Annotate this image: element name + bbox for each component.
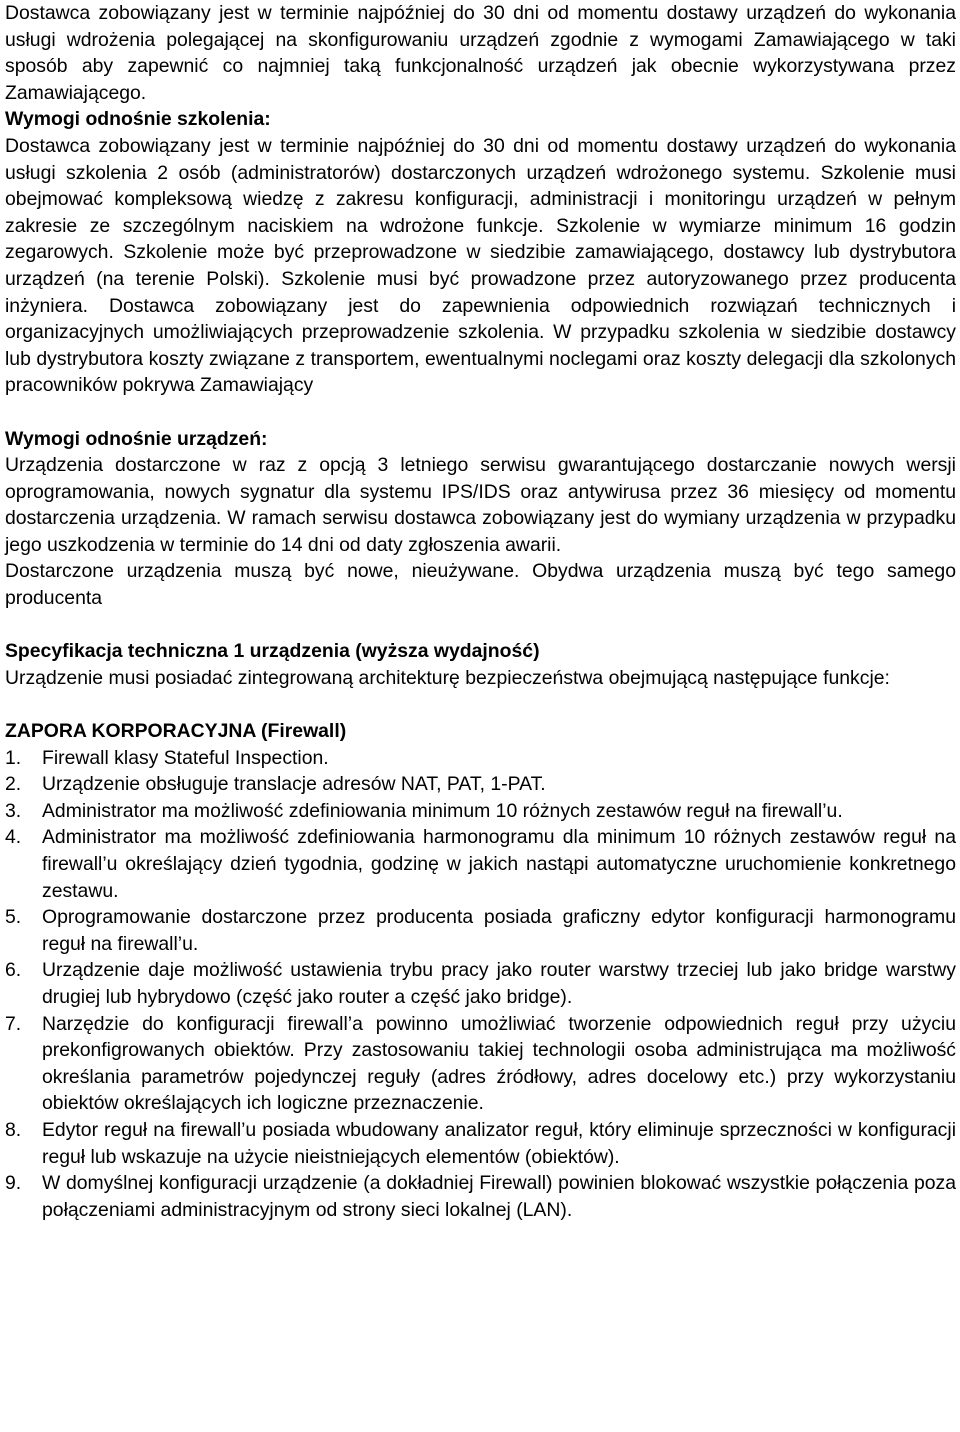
devices-paragraph-1: Urządzenia dostarczone w raz z opcją 3 letniego serwisu gwarantującego dostarczanie nowych wersji oprogramowania, nowych sygnatur dla systemu IPS/IDS oraz antywirusa przez 36 miesięcy od momentu dostarczenia urządzenia. W ramach serwisu dostawca zobowiązany jest do wymiany urządzenia w przypadku jego uszkodzenia w terminie do 14 dni od daty zgłoszenia awarii. bbox=[5, 454, 956, 556]
spacer bbox=[5, 691, 956, 718]
list-item bbox=[5, 824, 956, 904]
devices-heading: Wymogi odnośnie urządzeń: bbox=[5, 427, 268, 450]
list-item-number: 4. bbox=[5, 826, 22, 849]
list-item-text: Administrator ma możliwość zdefiniowania minimum 10 różnych zestawów reguł na firewall’u. bbox=[42, 799, 843, 822]
training-heading: Wymogi odnośnie szkolenia: bbox=[5, 108, 271, 131]
list-item-text: Urządzenie obsługuje translacje adresów NAT, PAT, 1-PAT. bbox=[42, 773, 546, 796]
list-item bbox=[5, 957, 956, 1010]
list-item bbox=[5, 745, 956, 772]
firewall-heading: ZAPORA KORPORACYJNA (Firewall) bbox=[5, 720, 347, 743]
list-item-number: 8. bbox=[5, 1118, 22, 1141]
list-item-number: 7. bbox=[5, 1012, 22, 1035]
list-item-text: Narzędzie do konfiguracji firewall’a powinno umożliwiać tworzenie odpowiednich reguł przy użyciu prekonfigrowanych obiektów. Przy zastosowaniu takiej technologii osoba administrująca ma możliwość określania parametrów pojedynczej reguły (adres źródłowy, adres docelowy etc.) przy wykorzystaniu obiektów określających ich logiczne przeznaczenie. bbox=[42, 1012, 956, 1115]
devices-paragraph-2: Dostarczone urządzenia muszą być nowe, nieużywane. Obydwa urządzenia muszą być tego samego producenta bbox=[5, 560, 956, 610]
list-item-text: Firewall klasy Stateful Inspection. bbox=[42, 746, 329, 769]
spacer bbox=[5, 612, 956, 639]
list-item-text: Administrator ma możliwość zdefiniowania harmonogramu dla minimum 10 różnych zestawów reguł na firewall’u określający dzień tygodnia, godzinę w jakich nastąpi automatyczne uruchomienie konkretnego zestawu. bbox=[42, 826, 956, 902]
list-item-number: 9. bbox=[5, 1172, 22, 1195]
list-item bbox=[5, 1117, 956, 1170]
list-item bbox=[5, 798, 956, 825]
list-item bbox=[5, 1011, 956, 1117]
list-item bbox=[5, 771, 956, 798]
list-item-text: Edytor reguł na firewall’u posiada wbudowany analizator reguł, który eliminuje sprzeczności w konfiguracji reguł lub wskazuje na użycie nieistniejących elementów (obiektów). bbox=[42, 1118, 956, 1168]
spec-heading: Specyfikacja techniczna 1 urządzenia (wyższa wydajność) bbox=[5, 640, 540, 663]
list-item-text: Oprogramowanie dostarczone przez producenta posiada graficzny edytor konfiguracji harmonogramu reguł na firewall’u. bbox=[42, 906, 956, 955]
list-item-number: 3. bbox=[5, 799, 22, 822]
intro-paragraph: Dostawca zobowiązany jest w terminie najpóźniej do 30 dni od momentu dostawy urządzeń do wykonania usługi wdrożenia polegającej na skonfigurowaniu urządzeń zgodnie z wymogami Zamawiającego w taki sposób aby zapewnić co najmniej taką funkcjonalność urządzeń jak obecnie wykorzystywana przez Zamawiającego. bbox=[5, 2, 956, 104]
training-paragraph: Dostawca zobowiązany jest w terminie najpóźniej do 30 dni od momentu dostawy urządzeń do wykonania usługi szkolenia 2 osób (administratorów) dostarczonych urządzeń wdrożonego systemu. Szkolenie musi obejmować kompleksową wiedzę z zakresu konfiguracji, administracji i monitoringu urządzeń w pełnym zakresie ze szczególnym naciskiem na wdrożone funkcje. Szkolenie w wymiarze minimum 16 godzin zegarowych. Szkolenie może być przeprowadzone w siedzibie zamawiającego, dostawcy lub dystrybutora urządzeń (na terenie Polski). Szkolenie musi być prowadzone przez autoryzowanego przez producenta inżyniera. Dostawca zobowiązany jest do zapewnienia odpowiednich rozwiązań technicznych i organizacyjnych umożliwiających przeprowadzenie szkolenia. W przypadku szkolenia w siedzibie dostawcy lub dystrybutora koszty związane z transportem, ewentualnymi noclegami oraz koszty delegacji dla szkolonych pracowników pokrywa Zamawiający bbox=[5, 134, 956, 397]
list-item-text: Urządzenie daje możliwość ustawienia trybu pracy jako router warstwy trzeciej lub jako bridge warstwy drugiej lub hybrydowo (część jako router a część jako bridge). bbox=[42, 959, 956, 1008]
list-item-text: W domyślnej konfiguracji urządzenie (a dokładniej Firewall) powinien blokować wszystkie połączenia poza połączeniami administracyjnym od strony sieci lokalnej (LAN). bbox=[42, 1172, 956, 1221]
spec-paragraph: Urządzenie musi posiadać zintegrowaną architekturę bezpieczeństwa obejmującą następujące funkcje: bbox=[5, 666, 890, 689]
list-item bbox=[5, 904, 956, 957]
list-item-number: 2. bbox=[5, 773, 22, 796]
list-item bbox=[5, 1170, 956, 1223]
list-item-number: 1. bbox=[5, 746, 22, 769]
list-item-number: 6. bbox=[5, 959, 22, 982]
firewall-requirements-list bbox=[5, 745, 956, 1224]
list-item-number: 5. bbox=[5, 906, 22, 929]
spacer bbox=[5, 399, 956, 426]
